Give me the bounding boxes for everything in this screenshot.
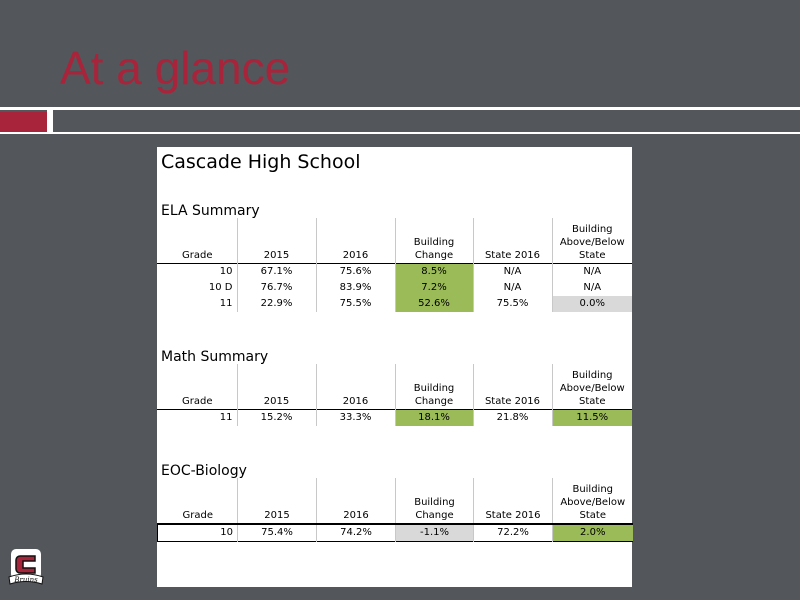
cell-grade: 11 <box>219 298 233 309</box>
cell-2015: 76.7% <box>237 280 316 296</box>
section-title: EOC-Biology <box>161 463 247 479</box>
cell-state-2016: 75.5% <box>473 296 552 312</box>
column-header-2016: 2016 <box>316 218 395 264</box>
slide-title: At a glance <box>60 42 291 94</box>
table-header-row <box>157 364 632 410</box>
table-row <box>157 280 632 296</box>
table-row <box>157 264 632 281</box>
cell-above-below-state: 11.5% <box>552 410 632 427</box>
cell-grade: 11 <box>219 412 233 423</box>
column-header-2015: 2015 <box>237 218 316 264</box>
column-header-2015: 2015 <box>238 478 317 524</box>
accent-gap <box>47 110 53 132</box>
cell-above-below-state: 0.0% <box>552 296 632 312</box>
logo-text: Bruins <box>14 576 38 584</box>
school-name: Cascade High School <box>161 151 361 173</box>
cell-grade: 10 <box>158 524 238 542</box>
cell-building-change: 18.1% <box>395 410 473 427</box>
table-row <box>157 410 632 427</box>
cell-grade: 10 D <box>208 282 233 293</box>
column-header-grade: Grade <box>182 510 213 521</box>
column-header-grade: Grade <box>182 396 213 407</box>
divider-top <box>0 107 800 110</box>
cell-2015: 75.4% <box>238 524 317 542</box>
section-title: ELA Summary <box>161 203 260 219</box>
column-header-above-below-state: Building Above/Below State <box>552 218 632 264</box>
cell-building-change: -1.1% <box>396 524 474 542</box>
cell-2015: 15.2% <box>237 410 316 427</box>
cell-state-2016: N/A <box>473 264 552 281</box>
accent-bar <box>0 112 47 132</box>
cell-2016: 33.3% <box>316 410 395 427</box>
cell-above-below-state: 2.0% <box>553 524 633 542</box>
section-title: Math Summary <box>161 349 269 365</box>
table-header-row <box>157 218 632 264</box>
eoc-biology-table <box>157 478 633 542</box>
math-summary-table <box>157 364 632 426</box>
cell-above-below-state: N/A <box>552 280 632 296</box>
divider-bottom <box>0 132 800 134</box>
table-row <box>157 296 632 312</box>
cell-2016: 74.2% <box>317 524 396 542</box>
cell-2015: 22.9% <box>237 296 316 312</box>
column-header-above-below-state: Building Above/Below State <box>552 364 632 410</box>
table-header-row <box>158 478 633 524</box>
column-header-state-2016: State 2016 <box>474 478 553 524</box>
column-header-building-change: Building Change <box>395 218 473 264</box>
column-header-2015: 2015 <box>237 364 316 410</box>
column-header-building-change: Building Change <box>396 478 474 524</box>
column-header-2016: 2016 <box>317 478 396 524</box>
school-c-logo-icon <box>8 547 44 587</box>
cell-grade: 10 <box>219 266 233 277</box>
cell-building-change: 8.5% <box>395 264 473 281</box>
cell-state-2016: 21.8% <box>473 410 552 427</box>
cell-building-change: 52.6% <box>395 296 473 312</box>
column-header-2016: 2016 <box>316 364 395 410</box>
column-header-grade: Grade <box>182 250 213 261</box>
cell-state-2016: 72.2% <box>474 524 553 542</box>
column-header-state-2016: State 2016 <box>473 364 552 410</box>
cell-2015: 67.1% <box>237 264 316 281</box>
report-sheet <box>157 147 632 587</box>
cell-2016: 83.9% <box>316 280 395 296</box>
cell-state-2016: N/A <box>473 280 552 296</box>
ela-summary-table <box>157 218 632 312</box>
column-header-state-2016: State 2016 <box>473 218 552 264</box>
cell-2016: 75.6% <box>316 264 395 281</box>
table-row <box>158 524 633 542</box>
column-header-above-below-state: Building Above/Below State <box>553 478 633 524</box>
cell-building-change: 7.2% <box>395 280 473 296</box>
cell-above-below-state: N/A <box>552 264 632 281</box>
cell-2016: 75.5% <box>316 296 395 312</box>
column-header-building-change: Building Change <box>395 364 473 410</box>
